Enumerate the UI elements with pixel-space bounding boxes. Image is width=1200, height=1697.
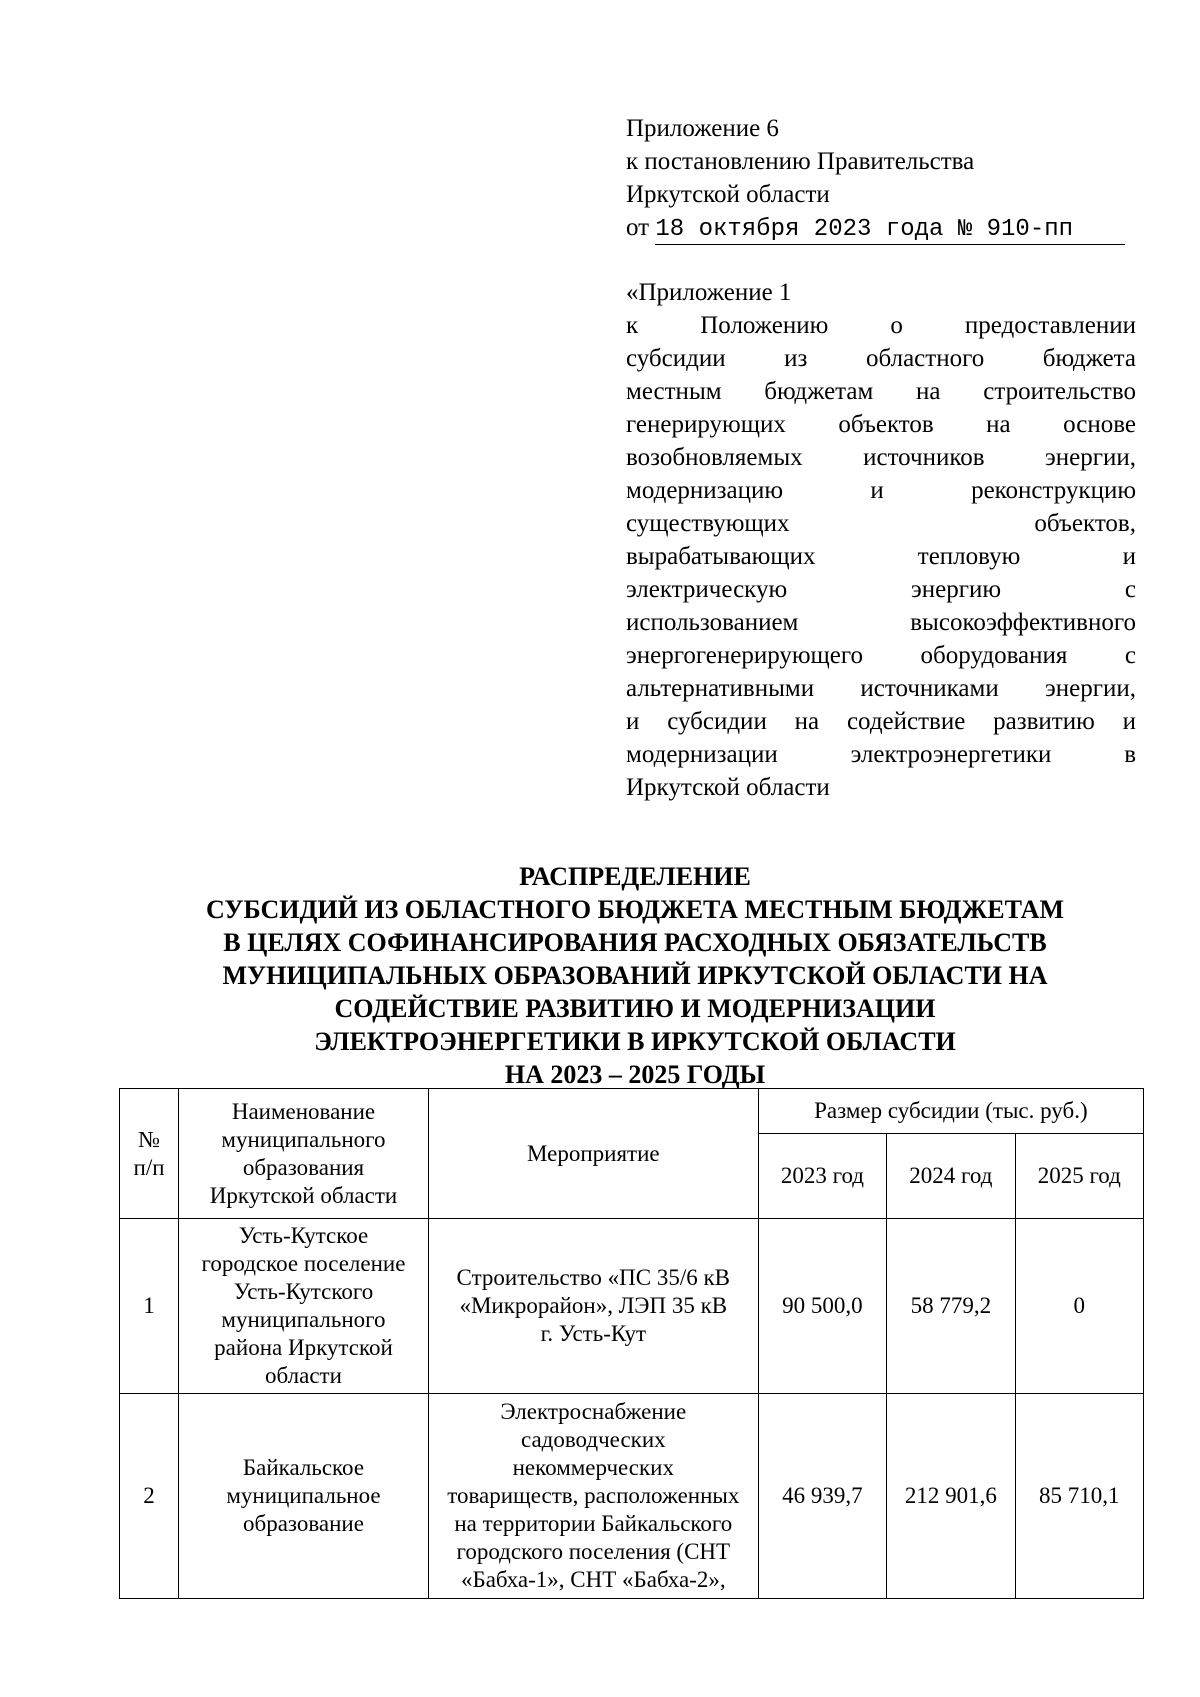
annex-sub-line: энергогенерирующего оборудования с (626, 642, 1136, 669)
annex-sub-line: модернизацию и реконструкцию (626, 477, 1136, 504)
header-num: № п/п (120, 1089, 179, 1219)
header-name: Наименование муниципального образования Иркутской области (179, 1089, 429, 1219)
cell-name: Усть-Кутское городское поселение Усть-Кутского муниципального района Иркутской области (179, 1219, 429, 1394)
header-2025: 2025 год (1015, 1134, 1143, 1219)
annex-sub-header (626, 276, 1136, 804)
annex-date-line (626, 211, 1136, 245)
cell-2023: 46 939,7 (758, 1394, 886, 1599)
annex-sub-line: вырабатывающих тепловую и (626, 543, 1136, 570)
cell-event: Строительство «ПС 35/6 кВ «Микрорайон», ЛЭП 35 кВ г. Усть-Кут (428, 1219, 758, 1394)
annex-header (626, 112, 1136, 245)
annex-sub-line: модернизации электроэнергетики в (626, 741, 1136, 768)
subsidy-table (119, 1088, 1144, 1599)
annex-sub-line: местным бюджетам на строительство (626, 378, 1136, 405)
annex-sub-line: возобновляемых источников энергии, (626, 444, 1136, 471)
annex-line-3: Иркутской области (626, 181, 830, 208)
annex-sub-line: существующих объектов, (626, 510, 1136, 537)
cell-2024: 212 901,6 (887, 1394, 1015, 1599)
cell-2024: 58 779,2 (887, 1219, 1015, 1394)
date-prefix: от (626, 214, 650, 241)
title-line: СОДЕЙСТВИЕ РАЗВИТИЮ И МОДЕРНИЗАЦИИ (334, 994, 936, 1023)
cell-2025: 0 (1015, 1219, 1143, 1394)
annex-line-2: к постановлению Правительства (626, 148, 975, 175)
annex-sub-line: альтернативными источниками энергии, (626, 675, 1136, 702)
resolution-date-number: 18 октября 2023 года № 910-пп (655, 216, 1125, 245)
title-line: В ЦЕЛЯХ СОФИНАНСИРОВАНИЯ РАСХОДНЫХ ОБЯЗАТЕЛЬСТВ (223, 928, 1047, 957)
header-subsidy: Размер субсидии (тыс. руб.) (758, 1089, 1143, 1134)
title-line: ЭЛЕКТРОЭНЕРГЕТИКИ В ИРКУТСКОЙ ОБЛАСТИ (314, 1027, 956, 1056)
title-line: СУБСИДИЙ ИЗ ОБЛАСТНОГО БЮДЖЕТА МЕСТНЫМ БЮДЖЕТАМ (206, 895, 1064, 924)
annex-sub-line: генерирующих объектов на основе (626, 411, 1136, 438)
header-event: Мероприятие (428, 1089, 758, 1219)
annex-sub-line: Иркутской области (626, 774, 830, 801)
annex-sub-line: субсидии из областного бюджета (626, 345, 1136, 372)
annex-sub-line: к Положению о предоставлении (626, 312, 1136, 339)
title-line: РАСПРЕДЕЛЕНИЕ (519, 862, 751, 891)
annex-sub-line: электрическую энергию с (626, 576, 1136, 603)
table-row (120, 1219, 1144, 1394)
cell-name: Байкальское муниципальное образование (179, 1394, 429, 1599)
table-header-row (120, 1089, 1144, 1134)
annex-sub-line: и субсидии на содействие развитию и (626, 708, 1136, 735)
title-line: МУНИЦИПАЛЬНЫХ ОБРАЗОВАНИЙ ИРКУТСКОЙ ОБЛАСТИ НА (222, 961, 1048, 990)
document-title (120, 860, 1150, 1091)
cell-2023: 90 500,0 (758, 1219, 886, 1394)
cell-event: Электроснабжение садоводческих некоммерческих товариществ, расположенных на территории Байкальского городского поселения (СНТ «Бабха-1», СНТ «Бабха-2», (428, 1394, 758, 1599)
header-2023: 2023 год (758, 1134, 886, 1219)
annex-sub-line: использованием высокоэффективного (626, 609, 1136, 636)
cell-2025: 85 710,1 (1015, 1394, 1143, 1599)
header-2024: 2024 год (887, 1134, 1015, 1219)
annex-line-1: Приложение 6 (626, 115, 779, 142)
cell-num: 1 (120, 1219, 179, 1394)
cell-num: 2 (120, 1394, 179, 1599)
annex-sub-line: «Приложение 1 (626, 279, 792, 306)
table-row (120, 1394, 1144, 1599)
title-line: НА 2023 – 2025 ГОДЫ (504, 1060, 766, 1089)
